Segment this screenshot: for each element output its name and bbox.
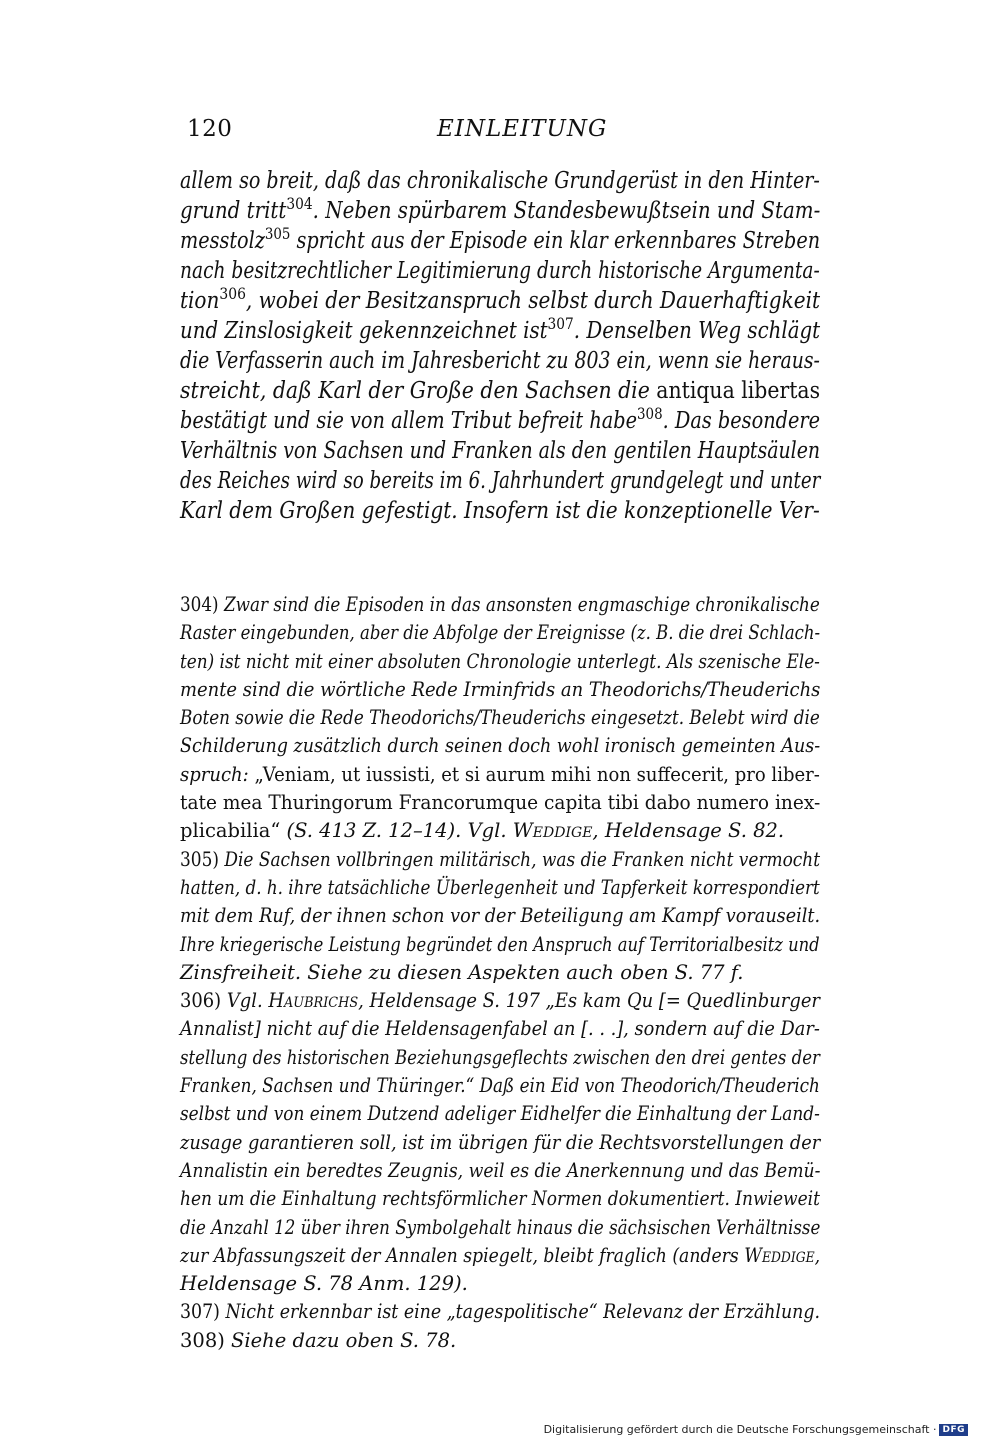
text-run: nach besitzrechtlicher Legitimierung durch historische Argumenta- [180,258,820,284]
text-run: . Denselben Weg schlägt [573,318,821,344]
footnote-line [180,732,821,760]
text-run: messtolz [180,228,265,254]
author-name: Haubrichs [268,989,359,1013]
text-run: Schilderung zusätzlich durch seinen doch wohl ironisch gemeinten Aus- [180,734,821,758]
footnote-line [180,902,821,930]
text-run: (S. 413 Z. 12–14). Vgl. [280,819,513,843]
footnote-number: 308) [180,1328,232,1352]
text-run: Raster eingebunden, aber die Abfolge der Ereignisse (z. B. die drei Schlach- [180,621,821,645]
latin-quotation: tate mea Thuringorum Francorumque capita tibi dabo numero inex- [180,791,821,815]
text-run: die Anzahl 12 über ihren Symbolgehalt hinaus die sächsischen Verhältnisse [180,1215,821,1239]
text-run: mit dem Ruf, der ihnen schon vor der Beteiligung am Kampf vorauseilt. [180,904,821,928]
text-run: stellung des historischen Beziehungsgeflechts zwischen den drei gentes der [180,1045,820,1069]
running-head: EINLEITUNG [437,116,608,142]
footnote-line [180,1044,820,1072]
author-name: Weddige [744,1243,815,1267]
text-run: , wobei der Besitzanspruch selbst durch Dauerhaftigkeit [245,288,821,314]
text-run: hatten, d. h. ihre tatsächliche Überlegenheit und Tapferkeit korrespondiert [180,875,820,899]
text-run: Boten sowie die Rede Theodorichs/Theuderichs eingesetzt. Belebt wird die [180,706,820,730]
footnote-reference: 305 [264,224,291,243]
footnote-line [180,817,820,845]
footnote-line [180,676,821,704]
text-run: Annalistin ein beredtes Zeugnis, weil es die Anerkennung und das Bemü- [180,1158,821,1182]
footnote-line [180,591,820,619]
footnote-line [180,789,821,817]
body-line [180,346,820,376]
body-line [180,224,821,256]
digitization-credit [544,1423,968,1436]
footnote-line [180,1185,820,1213]
text-run: Zwar sind die Episoden in das ansonsten engmaschige chronikalische [223,593,820,616]
text-run: , [814,1243,821,1267]
text-run: streicht, daß Karl der Große den Sachsen die [180,378,657,404]
text-run: Nicht erkennbar ist eine „tagespolitische“ Relevanz der Erzählung. [225,1300,821,1324]
footnote-number: 307) [180,1300,226,1324]
footnote-line [180,931,820,959]
text-run: ten) ist nicht mit einer absoluten Chronologie unterlegt. Als szenische Ele- [180,649,820,673]
footnote-reference: 304 [286,194,313,213]
footnote-number: 305) [180,847,225,871]
footnote-line [180,1100,820,1128]
footnotes [180,591,820,1355]
footnote-line [180,846,821,874]
footnote-reference: 307 [547,314,574,333]
page-number: 120 [187,116,233,142]
footnote-line [180,1270,820,1298]
text-run: die Verfasserin auch im Jahresbericht zu 803 ein, wenn sie heraus- [180,348,820,374]
body-line [180,314,821,346]
body-line [180,256,820,286]
latin-quotation: plicabilia“ [180,819,281,843]
text-run: Siehe dazu oben S. 78. [231,1328,457,1352]
footnote-line [180,987,820,1015]
footnote-reference: 308 [637,404,663,423]
text-run: des Reiches wird so bereits im 6. Jahrhundert grundgelegt und unter [180,468,821,494]
footnote-line [180,1157,821,1185]
text-run: Die Sachsen vollbringen militärisch, was die Franken nicht vermocht [224,847,821,871]
text-run: Karl dem Großen gefestigt. Insofern ist die konzeptionelle Ver- [180,498,820,524]
text-run: Annalist] nicht auf die Heldensagenfabel an [. . .], sondern auf die Dar- [180,1017,820,1041]
text-run: Ihre kriegerische Leistung begründet den Anspruch auf Territorialbesitz und [180,932,820,956]
footnote-line [180,761,820,789]
latin-quotation: antiqua libertas [656,378,821,404]
text-run: und Zinslosigkeit gekennzeichnet ist [180,318,548,344]
text-run: , Heldensage S. 82. [592,819,785,843]
footnote-number: 304) [180,593,224,616]
footnote-line [180,1129,821,1157]
text-run: allem so breit, daß das chronikalische Grundgerüst in den Hinter- [180,168,820,194]
footnote-line [180,1214,821,1242]
footnote-line [180,874,820,902]
text-run: , Heldensage S. 197 „Es kam Qu [= Quedlinburger [358,989,820,1013]
text-run: Heldensage S. 78 Anm. 129). [180,1272,468,1296]
body-line [180,466,821,496]
text-run: grund tritt [180,198,287,224]
body-line [180,284,821,316]
body-line [180,496,820,526]
text-run: spruch: [180,762,255,786]
footnote-reference: 306 [219,284,246,303]
dfg-logo-icon: DFG [939,1424,968,1436]
body-line [180,404,821,436]
text-run: . Das besondere [662,408,821,434]
footnote-line [180,619,821,647]
body-line [180,376,821,406]
footnote-line [180,1242,821,1270]
text-run: Franken, Sachsen und Thüringer.“ Daß ein Eid von Theodorich/Theuderich [180,1074,820,1098]
text-run: zusage garantieren soll, ist im übrigen für die Rechtsvorstellungen der [180,1130,821,1154]
body-line [180,194,821,226]
text-run: Vgl. [226,989,269,1013]
text-run: hen um die Einhaltung rechtsförmlicher Normen dokumentiert. Inwieweit [180,1187,820,1211]
footnote-line [180,1327,820,1355]
body-line [180,436,821,466]
footnote-number: 306) [180,989,227,1013]
text-run: . Neben spürbarem Standesbewußtsein und Stam- [312,198,821,224]
footnote-line [180,1015,820,1043]
author-name: Weddige [512,819,593,843]
text-run: spricht aus der Episode ein klar erkennbares Streben [290,228,821,254]
text-run: Verhältnis von Sachsen und Franken als den gentilen Hauptsäulen [180,438,821,464]
footnote-line [180,959,820,987]
text-run: tion [180,288,220,314]
text-run: bestätigt und sie von allem Tribut befreit habe [180,408,638,434]
latin-quotation: „Veniam, ut iussisti, et si aurum mihi non suffecerit, pro liber- [254,762,820,786]
text-run: mente sind die wörtliche Rede Irminfrids an Theodorichs/Theuderichs [180,677,821,701]
footnote-line [180,1298,821,1326]
body-text [180,166,820,526]
footnote-line [180,648,820,676]
text-run: selbst und von einem Dutzend adeliger Eidhelfer die Einhaltung der Land- [180,1102,820,1126]
text-run: Zinsfreiheit. Siehe zu diesen Aspekten auch oben S. 77 f. [180,960,744,984]
body-line [180,166,820,196]
text-run: zur Abfassungszeit der Annalen spiegelt, bleibt fraglich (anders [180,1243,745,1267]
credit-text: Digitalisierung gefördert durch die Deutsche Forschungsgemeinschaft · [543,1423,937,1436]
footnote-line [180,1072,820,1100]
footnote-line [180,704,820,732]
